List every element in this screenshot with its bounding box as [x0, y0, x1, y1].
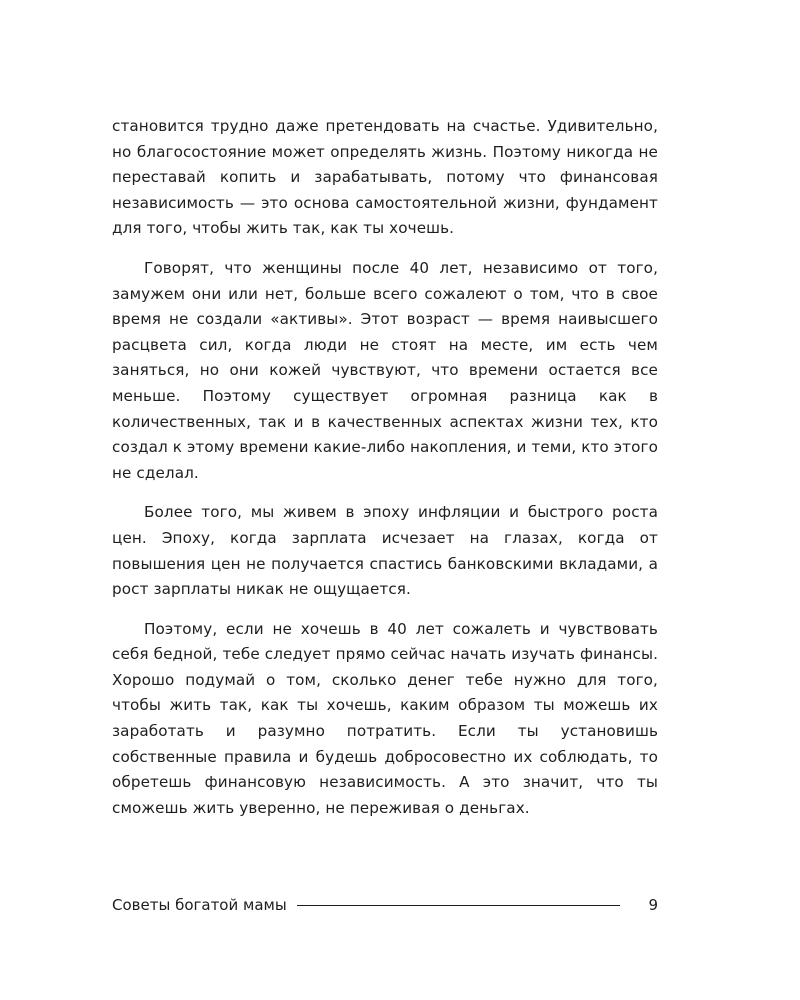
paragraph-4: Поэтому, если не хочешь в 40 лет сожалеть и чувствовать себя бедной, тебе следует прямо сейчас начать изучать финансы. Хорошо подумай о том, сколько денег тебе нужно для того, чтобы жить так, как ты хочешь, каким образом ты можешь их заработать и разумно потратить. Если ты установишь собственные правила и будешь добросовестно их соблюдать, то обретешь финансовую независимость. А это значит, что ты сможешь жить уверенно, не переживая о деньгах.: [112, 619, 658, 817]
page-footer: [112, 893, 658, 917]
page-body: [112, 114, 658, 835]
running-title: Советы богатой мамы: [112, 896, 287, 914]
paragraph-2: Говорят, что женщины после 40 лет, независимо от того, замужем они или нет, больше всего сожалеют о том, что в свое время не создали «активы». Этот возраст — время наивысшего расцвета сил, когда люди не стоят на месте, им есть чем заняться, но они кожей чувствуют, что времени остается все меньше. Поэтому существует огромная разница как в количественных, так и в качественных аспектах жизни тех, кто создал к этому времени какие-либо накопления, и теми, кто этого не сделал.: [112, 258, 658, 482]
paragraph-1: становится трудно даже претендовать на счастье. Удивительно, но благосостояние может определять жизнь. Поэтому никогда не переставай копить и зарабатывать, потому что финансовая независимость — это основа самостоятельной жизни, фундамент для того, чтобы жить так, как ты хочешь.: [112, 117, 658, 238]
page-number: 9: [648, 896, 658, 914]
paragraph-3: Более того, мы живем в эпоху инфляции и быстрого роста цен. Эпоху, когда зарплата исчезает на глазах, когда от повышения цен не получается спастись банковскими вкладами, а рост зарплаты никак не ощущается.: [112, 503, 658, 599]
footer-divider: [297, 905, 621, 906]
